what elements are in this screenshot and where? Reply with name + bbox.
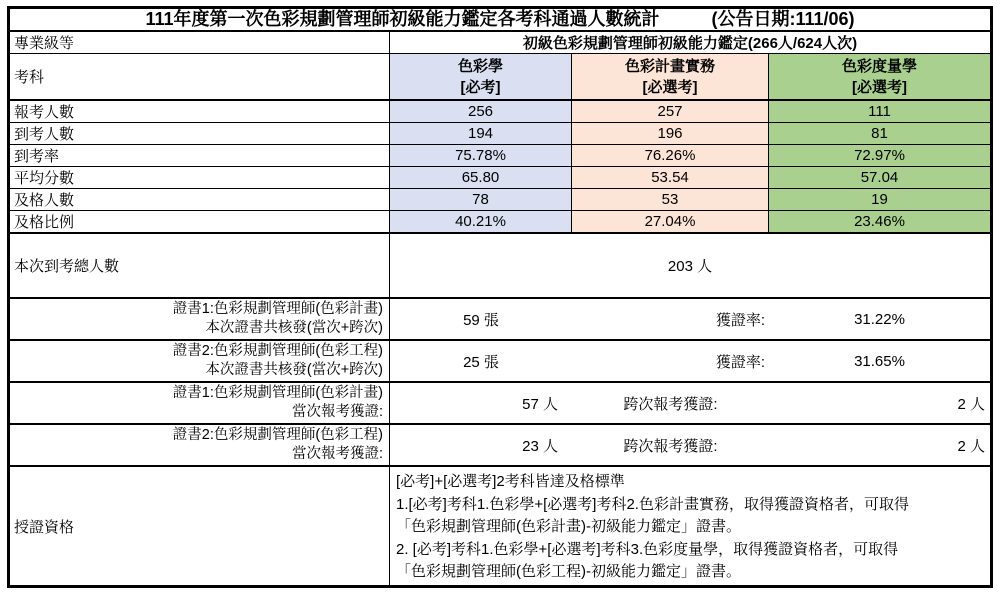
cert-name: 證書1:色彩規劃管理師(色彩計畫) (172, 385, 383, 401)
metric-row-passed-count (10, 189, 990, 211)
cert-session-row-2 (10, 425, 990, 467)
column-header-color-plan-practice (572, 54, 769, 99)
qualification-row (10, 467, 990, 585)
metric-label: 報考人數 (10, 101, 390, 122)
cert-issued-count: 59 張 (463, 311, 499, 329)
total-attended-value: 203 人 (667, 258, 713, 275)
cert-session-label (10, 425, 390, 465)
cert-name: 證書1:色彩規劃管理師(色彩計畫) (172, 301, 383, 317)
column-name: 色彩計畫實務 (624, 57, 715, 75)
cert-session-caption: 當次報考獲證: (291, 446, 383, 462)
metric-value: 111 (769, 101, 990, 122)
cert-cross-label: 跨次報考獲證: (623, 395, 718, 413)
column-header-color-science (390, 54, 572, 99)
statistics-table (7, 6, 993, 588)
metric-row-attendance-rate (10, 145, 990, 167)
cert-name: 證書2:色彩規劃管理師(色彩工程) (172, 343, 383, 359)
level-label: 專業級等 (10, 32, 390, 53)
total-attended-label: 本次到考總人數 (10, 234, 390, 297)
qualification-line: 2. [必考]考科1.色彩學+[必選考]考科3.色彩度量學，取得獲證資格者，可取得 (396, 540, 899, 558)
metric-label: 及格比例 (10, 211, 390, 232)
qualification-line: [必考]+[必選考]2考科皆達及格標準 (396, 473, 625, 490)
cert-issue-row-2 (10, 341, 990, 383)
cert-cross-label: 跨次報考獲證: (623, 437, 718, 455)
cert-issue-label (10, 299, 390, 339)
metric-value: 53 (572, 189, 769, 210)
column-name: 色彩學 (457, 57, 503, 75)
metric-value: 76.26% (572, 145, 769, 166)
metric-label: 到考人數 (10, 123, 390, 144)
qualification-line: 1.[必考]考科1.色彩學+[必選考]考科2.色彩計畫實務，取得獲證資格者，可取得 (396, 495, 909, 513)
metric-value: 27.04% (572, 211, 769, 232)
column-tag: [必選考] (852, 78, 907, 96)
cert-issue-values (390, 341, 990, 381)
column-tag: [必選考] (642, 78, 698, 96)
metric-label: 平均分數 (10, 167, 390, 188)
cert-rate-label: 獲證率: (715, 311, 765, 329)
cert-issue-values (390, 299, 990, 339)
metric-value: 256 (390, 101, 572, 122)
metric-value: 19 (769, 189, 990, 210)
metric-value: 196 (572, 123, 769, 144)
level-row (10, 32, 990, 54)
metric-label: 到考率 (10, 145, 390, 166)
metric-value: 75.78% (390, 145, 572, 166)
metric-value: 257 (572, 101, 769, 122)
metric-value: 23.46% (769, 211, 990, 232)
cert-issue-label (10, 341, 390, 381)
metric-value: 65.80 (390, 167, 572, 188)
metric-label: 及格人數 (10, 189, 390, 210)
metric-value: 72.97% (769, 145, 990, 166)
cert-issue-caption: 本次證書共核發(當次+跨次) (205, 320, 383, 336)
title-row (10, 9, 990, 32)
cert-rate-value: 31.65% (854, 352, 905, 370)
metric-value: 40.21% (390, 211, 572, 232)
cert-rate-value: 31.22% (854, 310, 905, 328)
subject-header-row (10, 54, 990, 101)
cert-session-row-1 (10, 383, 990, 425)
cert-session-count: 57 人 (522, 395, 558, 413)
cert-rate-label: 獲證率: (715, 353, 765, 371)
total-attended-row (10, 234, 990, 299)
subject-label: 考科 (10, 54, 390, 99)
cert-issued-count: 25 張 (463, 353, 499, 371)
metric-row-attended (10, 123, 990, 145)
cert-session-caption: 當次報考獲證: (291, 404, 383, 420)
cert-issue-row-1 (10, 299, 990, 341)
metric-value: 194 (390, 123, 572, 144)
metric-value: 57.04 (769, 167, 990, 188)
cert-session-count: 23 人 (522, 437, 558, 455)
column-header-colorimetry (769, 54, 990, 99)
announce-date: (公告日期:111/06) (711, 9, 855, 29)
metric-row-registered (10, 101, 990, 123)
qualification-line: 「色彩規劃管理師(色彩計畫)-初級能力鑑定」證書。 (396, 518, 741, 535)
column-name: 色彩度量學 (841, 57, 917, 75)
qualification-text (390, 467, 990, 585)
metric-value: 53.54 (572, 167, 769, 188)
cert-session-values (390, 383, 990, 423)
cert-session-label (10, 383, 390, 423)
metric-row-pass-rate (10, 211, 990, 234)
metric-value: 78 (390, 189, 572, 210)
metric-row-average-score (10, 167, 990, 189)
metric-value: 81 (769, 123, 990, 144)
column-tag: [必考] (460, 78, 501, 96)
cert-name: 證書2:色彩規劃管理師(色彩工程) (172, 427, 383, 443)
qualification-label: 授證資格 (10, 467, 390, 585)
cert-session-values (390, 425, 990, 465)
cert-issue-caption: 本次證書共核發(當次+跨次) (205, 362, 383, 378)
cert-cross-value: 2 人 (957, 395, 985, 413)
page-title: 111年度第一次色彩規劃管理師初級能力鑑定各考科通過人數統計 (145, 9, 660, 29)
cert-cross-value: 2 人 (957, 437, 985, 455)
level-value: 初級色彩規劃管理師初級能力鑑定(266人/624人次) (522, 35, 858, 52)
qualification-line: 「色彩規劃管理師(色彩工程)-初級能力鑑定」證書。 (396, 563, 741, 580)
